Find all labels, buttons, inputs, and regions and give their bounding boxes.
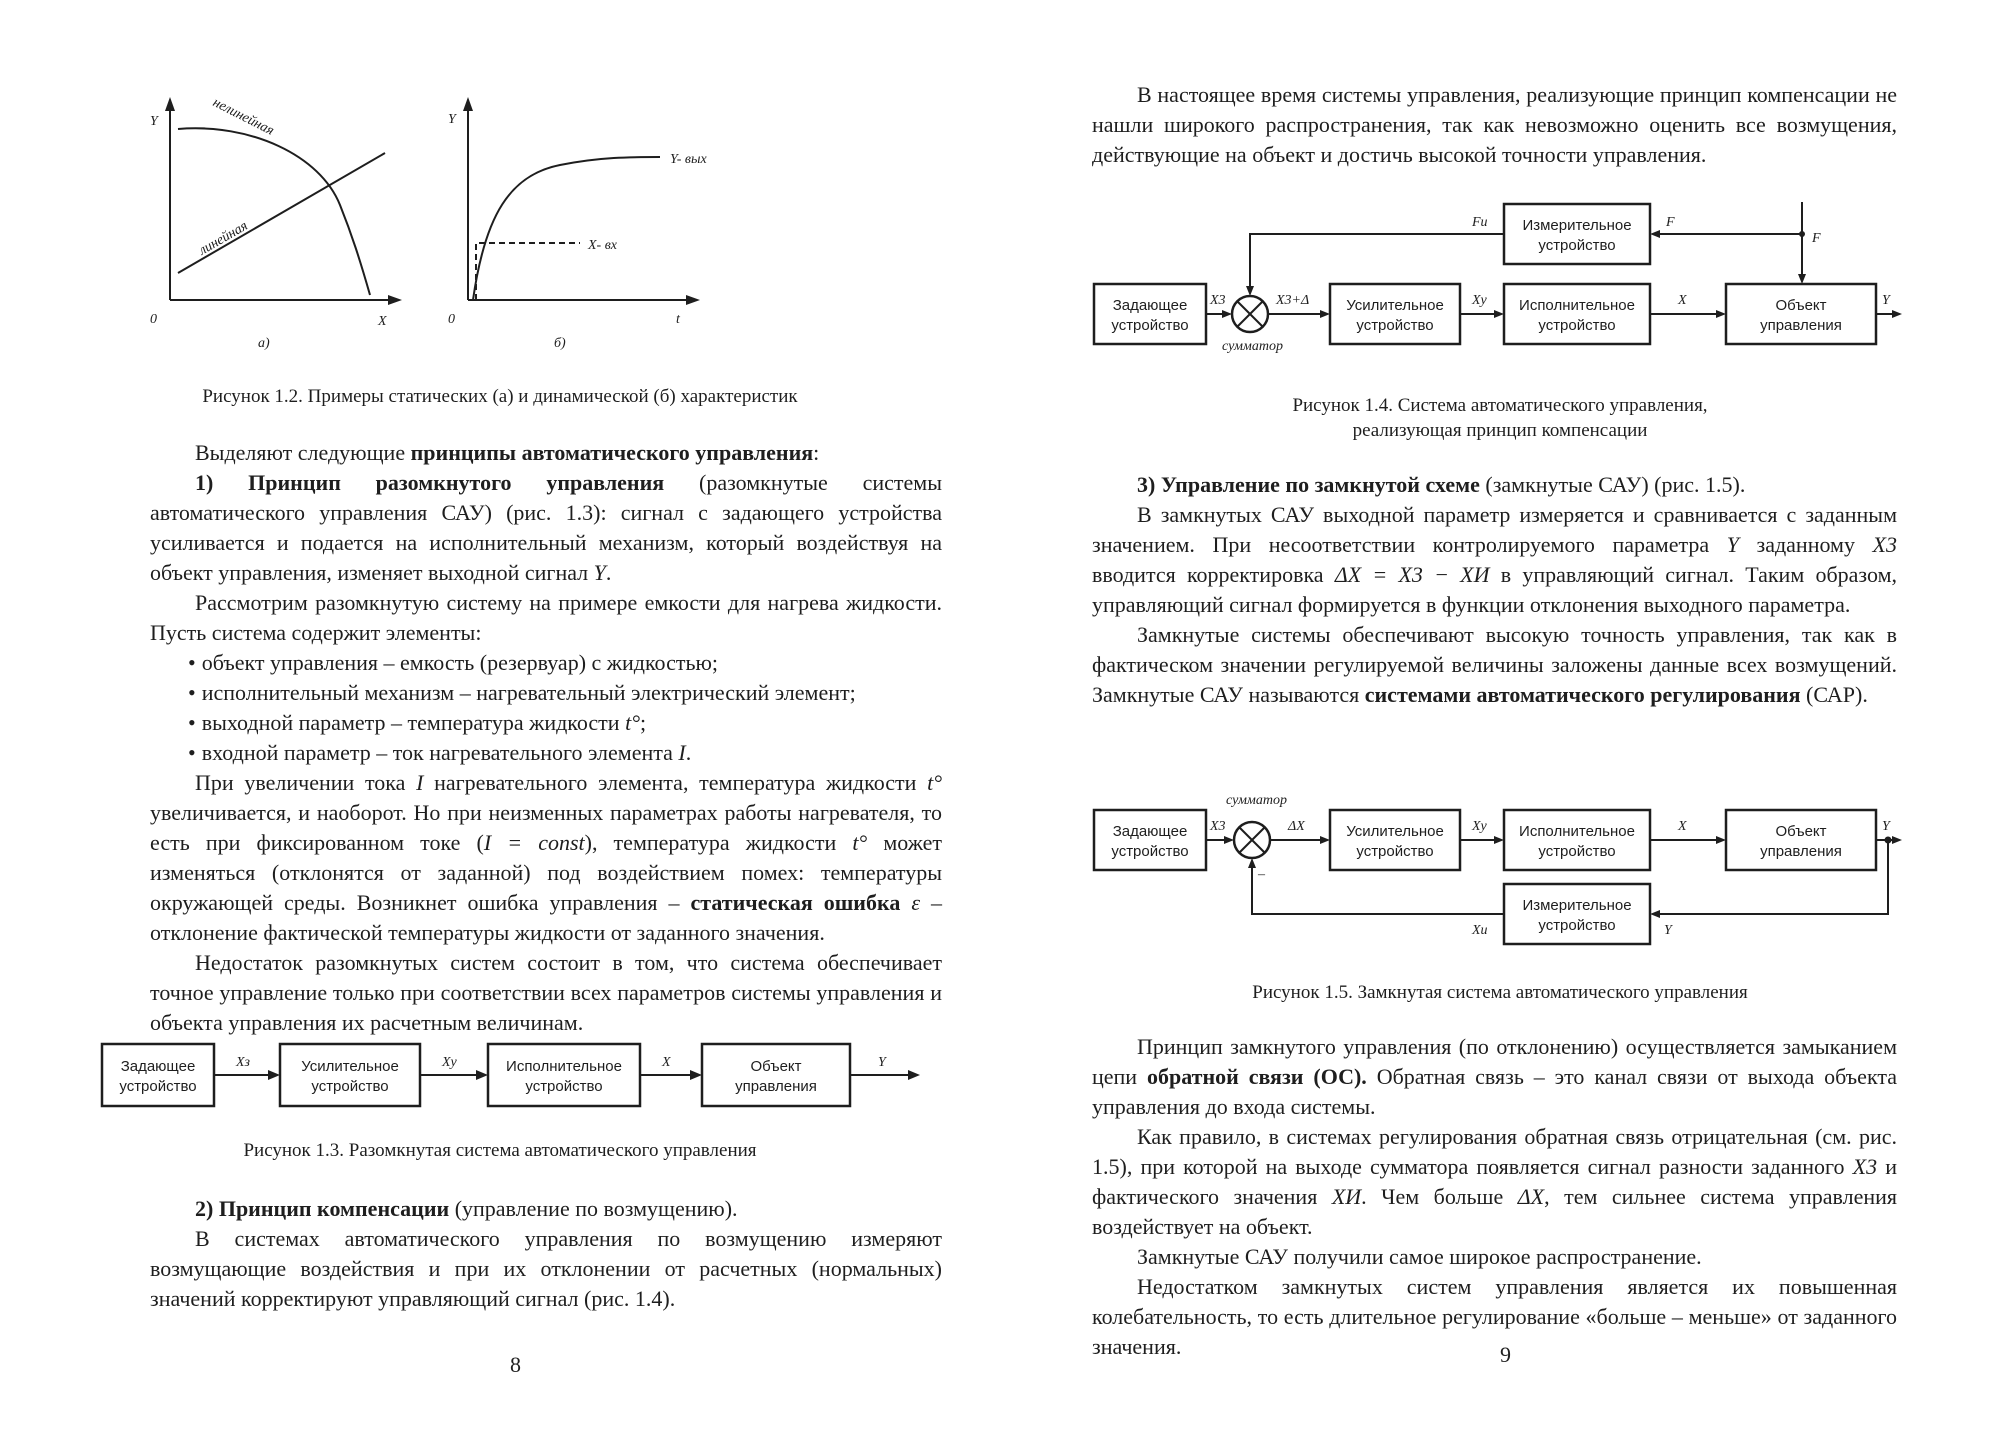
box-label: Задающее	[1112, 297, 1188, 314]
axis-label-y-b: Y	[448, 112, 456, 127]
signal-label: Xз	[236, 1055, 251, 1070]
caption-fig-1-2: Рисунок 1.2. Примеры статических (а) и динамической (б) характеристик	[202, 386, 798, 407]
feedback-paragraph	[1092, 1032, 1897, 1122]
arrow	[690, 1070, 702, 1080]
arrow	[1650, 230, 1660, 238]
box-label: устройство	[119, 1078, 197, 1095]
signal-label: Xу	[442, 1055, 457, 1070]
figure-1-2	[130, 95, 730, 365]
oscillation-paragraph: Недостатком замкнутых систем управления является их повышенная колебательность, то есть длительное регулирование «больше – меньше» от заданного значения.	[1092, 1274, 1897, 1359]
var-t: t°	[927, 770, 942, 795]
box-label: устройство	[1538, 917, 1616, 934]
feedback-line	[1250, 234, 1504, 290]
caption-fig-1-3: Рисунок 1.3. Разомкнутая система автоматического управления	[243, 1140, 757, 1161]
arrow	[476, 1070, 488, 1080]
box-label: Усилительное	[1346, 297, 1444, 314]
text-run: Обратная связь – это канал связи от выхода объекта управления до входа системы.	[1092, 1064, 1897, 1119]
var-t: t°	[852, 830, 868, 855]
input-label: X- вх	[588, 238, 618, 253]
summator-label: сумматор	[1222, 339, 1283, 354]
principle-1-paragraph	[150, 468, 942, 588]
signal-label: Xу	[1472, 819, 1487, 834]
box-amplifier	[1330, 810, 1460, 870]
page-number-left: 8	[510, 1352, 521, 1377]
origin-label-a: 0	[150, 312, 157, 327]
axis-label-t: t	[676, 312, 680, 327]
arrow	[1494, 836, 1504, 844]
box-actuator	[1504, 284, 1650, 344]
box-label: устройство	[1356, 843, 1434, 860]
arrow-x-a	[388, 295, 402, 305]
disturbance-paragraph: В системах автоматического управления по возмущению измеряют возмущающие воздействия и при их отклонении от расчетных (нормальных) значений корректируют управляющий сигнал (рис. 1.4).	[150, 1226, 942, 1311]
principle-3-heading: 3) Управление по замкнутой схеме	[1137, 472, 1480, 497]
text-run: Принцип замкнутого управления (по отклонению) осуществляется замыканием цепи	[1092, 1034, 1897, 1089]
output-label: Y- вых	[670, 152, 707, 167]
box-setpoint-device	[1094, 810, 1206, 870]
intro-end: :	[813, 440, 820, 465]
var-i: I	[416, 770, 424, 795]
text-run: . Чем больше	[1361, 1184, 1518, 1209]
caption-fig-1-4-line2: реализующая принцип компенсации	[1352, 420, 1648, 441]
signal-label: X	[1678, 819, 1687, 834]
var-t: t°	[625, 710, 640, 735]
list-item-text: объект управления – емкость (резервуар) с жидкостью;	[201, 650, 719, 675]
var-xi: XИ	[1331, 1184, 1362, 1209]
compensation-note-paragraph: В настоящее время системы управления, реализующие принцип компенсации не нашли широкого распространения, так как невозможно оценить все возмущения, действующие на объект и достичь высокой точности управления.	[1092, 82, 1897, 167]
signal-label: F	[1666, 215, 1675, 230]
graph-static	[150, 95, 402, 351]
list-item-text: входной параметр – ток нагревательного элемента	[201, 740, 679, 765]
signal-label: Y	[1664, 923, 1672, 938]
box-label: управления	[1760, 317, 1842, 334]
text-run: – отклонение фактической температуры жидкости от заданного значения.	[150, 890, 942, 945]
box-label: устройство	[1111, 843, 1189, 860]
caption-fig-1-5: Рисунок 1.5. Замкнутая система автоматического управления	[1252, 982, 1748, 1003]
graph-dynamic	[448, 97, 707, 351]
figure-1-3	[100, 1042, 930, 1122]
arrow	[1892, 836, 1902, 844]
box-amplifier	[1330, 284, 1460, 344]
box-control-object	[1726, 284, 1876, 344]
accuracy-paragraph	[1092, 620, 1897, 710]
signal-label: F	[1812, 231, 1821, 246]
box-label: Усилительное	[1346, 823, 1444, 840]
arrow	[1224, 836, 1234, 844]
text-run: в управляющий сигнал. Таким образом, управляющий сигнал формируется в функции отклонения выходного параметра.	[1092, 562, 1898, 617]
text-run: (САР).	[1800, 682, 1868, 707]
var-x3: X3	[1872, 532, 1897, 557]
var-dx: ΔX	[1517, 1184, 1545, 1209]
box-measuring-device	[1504, 204, 1650, 264]
box-label: управления	[735, 1078, 817, 1095]
box-label: Задающее	[120, 1058, 196, 1075]
box-label: устройство	[525, 1078, 603, 1095]
arrow	[268, 1070, 280, 1080]
graph-b-label: б)	[554, 336, 566, 351]
box-control-object	[1726, 810, 1876, 870]
principle-1-end: .	[605, 560, 612, 585]
text-run: и фактического значения	[1092, 1154, 1897, 1209]
box-actuator	[1504, 810, 1650, 870]
box-label: Задающее	[1112, 823, 1188, 840]
arrow	[1716, 310, 1726, 318]
example-paragraph: Рассмотрим разомкнутую систему на примере емкости для нагрева жидкости. Пусть система содержит элементы:	[150, 590, 942, 645]
current-paragraph	[150, 768, 942, 948]
sar-bold: системами автоматического регулирования	[1364, 682, 1801, 707]
box-label: Исполнительное	[506, 1058, 622, 1075]
response-curve	[473, 157, 660, 300]
box-control-object	[702, 1044, 850, 1106]
right-text-bottom	[1092, 1032, 1897, 1362]
arrow-y-b	[463, 97, 473, 111]
principle-3-paragraph	[1092, 470, 1897, 500]
box-label: устройство	[1111, 317, 1189, 334]
arrow-y-a	[165, 97, 175, 111]
box-label: Исполнительное	[1519, 297, 1635, 314]
left-text-bottom	[150, 1194, 942, 1314]
principle-2-paragraph	[150, 1194, 942, 1224]
list-item-text: исполнительный механизм – нагревательный электрический элемент;	[201, 680, 856, 705]
arrow	[1798, 274, 1806, 284]
var-i: I	[678, 740, 686, 765]
intro-paragraph	[150, 438, 942, 468]
figure-1-5	[1092, 790, 1912, 960]
input-step-line	[476, 243, 580, 300]
arrow	[908, 1070, 920, 1080]
text-run: Замкнутые системы обеспечивают высокую точность управления, так как в фактическом значении регулируемой величины заложены данные всех возмущений. Замкнутые САУ называются	[1092, 622, 1897, 707]
var-epsilon: ε	[911, 890, 920, 915]
box-label: устройство	[1538, 317, 1616, 334]
var-const: I = const	[483, 830, 585, 855]
linear-label: линейная	[196, 218, 251, 259]
list-item-end: .	[685, 740, 692, 765]
arrow	[1320, 310, 1330, 318]
signal-label: Fи	[1472, 215, 1488, 230]
negative-feedback-paragraph	[1092, 1122, 1897, 1242]
box-setpoint-device	[102, 1044, 214, 1106]
box-label: Объект	[750, 1058, 802, 1075]
static-error-bold: статическая ошибка	[690, 890, 901, 915]
signal-label: ΔX	[1288, 819, 1305, 834]
page-number-right: 9	[1500, 1342, 1511, 1367]
principle-1-heading: 1) Принцип разомкнутого управления	[195, 470, 665, 495]
arrow-x-b	[686, 295, 700, 305]
text-run: может изменяться (отклонятся от заданной) под воздействием помех: температуры окружающей среды. Возникнет ошибка управления –	[150, 830, 942, 915]
var-y: Y	[1726, 532, 1739, 557]
axis-label-x-a: X	[378, 314, 387, 329]
text-run: ), температура жидкости	[584, 830, 853, 855]
signal-label: Y	[1882, 293, 1890, 308]
box-label: устройство	[1356, 317, 1434, 334]
list-item	[170, 708, 942, 738]
box-label: управления	[1760, 843, 1842, 860]
list-item	[170, 648, 942, 678]
right-text-middle	[1092, 470, 1897, 710]
box-label: Усилительное	[301, 1058, 399, 1075]
var-y: Y	[593, 560, 606, 585]
signal-label: Xу	[1472, 293, 1487, 308]
principle-1-text: (разомкнутые системы автоматического управления САУ) (рис. 1.3): сигнал с задающего устройства усиливается и подается на исполнительный механизм, который воздействуя на объект управления, изменяет выходной сигнал	[150, 470, 942, 585]
spread-paragraph: Замкнутые САУ получили самое широкое распространение.	[1137, 1244, 1702, 1269]
elements-list	[150, 648, 942, 768]
nonlinear-curve	[178, 128, 370, 295]
arrow	[1320, 836, 1330, 844]
arrow	[1650, 910, 1660, 918]
arrow	[1248, 858, 1256, 868]
principle-2-heading: 2) Принцип компенсации	[195, 1196, 450, 1221]
left-text-top	[150, 438, 942, 1038]
closed-loop-paragraph	[1092, 500, 1897, 620]
signal-label: X	[1678, 293, 1687, 308]
axis-label-y-a: Y	[150, 114, 158, 129]
arrow	[1494, 310, 1504, 318]
signal-label: X3	[1210, 293, 1226, 308]
intro-text: Выделяют следующие	[195, 440, 411, 465]
arrow	[1892, 310, 1902, 318]
figure-1-4	[1092, 200, 1912, 360]
box-label: Измерительное	[1522, 897, 1632, 914]
signal-label: Xи	[1472, 923, 1488, 938]
text-run: заданному	[1738, 532, 1873, 557]
text-run: вводится корректировка	[1092, 562, 1335, 587]
signal-label: Y	[1882, 819, 1890, 834]
list-item-end: ;	[640, 710, 647, 735]
origin-label-b: 0	[448, 312, 455, 327]
minus-sign: –	[1258, 867, 1265, 882]
box-label: Исполнительное	[1519, 823, 1635, 840]
arrow	[1246, 286, 1254, 296]
box-label: устройство	[1538, 237, 1616, 254]
box-actuator	[488, 1044, 640, 1106]
list-item-text: выходной параметр – температура жидкости	[201, 710, 626, 735]
box-label: устройство	[1538, 843, 1616, 860]
arrow	[1222, 310, 1232, 318]
text-run: нагревательного элемента, температура жидкости	[423, 770, 928, 795]
caption-fig-1-4-line1: Рисунок 1.4. Система автоматического управления,	[1292, 395, 1708, 416]
principle-2-text: (управление по возмущению).	[449, 1196, 738, 1221]
box-label: Измерительное	[1522, 217, 1632, 234]
summator-label: сумматор	[1226, 793, 1287, 808]
text-run: увеличивается, и наоборот. Но при неизменных параметрах работы нагревателя, то есть при фиксированном токе (	[150, 800, 942, 855]
intro-bold: принципы автоматического управления	[410, 440, 814, 465]
box-label: устройство	[311, 1078, 389, 1095]
box-label: Объект	[1775, 297, 1827, 314]
var-x3: X3	[1852, 1154, 1878, 1179]
box-amplifier	[280, 1044, 420, 1106]
text-run: При увеличении тока	[195, 770, 417, 795]
box-setpoint-device	[1094, 284, 1206, 344]
principle-3-text: (замкнутые САУ) (рис. 1.5).	[1479, 472, 1746, 497]
right-text-top	[1092, 80, 1897, 170]
box-measuring-device	[1504, 884, 1650, 944]
arrow	[1716, 836, 1726, 844]
text-run: В замкнутых САУ выходной параметр измеряется и сравнивается с заданным значением. При несоответствии контролируемого параметра	[1092, 502, 1897, 557]
feedback-line	[1252, 864, 1504, 914]
graph-a-label: а)	[258, 336, 270, 351]
text-run: Как правило, в системах регулирования обратная связь отрицательная (см. рис. 1.5), при которой на выходе сумматора появляется сигнал разности заданного	[1092, 1124, 1897, 1179]
right-page	[1000, 0, 2000, 1433]
list-item	[170, 738, 942, 768]
list-item	[170, 678, 942, 708]
nonlinear-label: нелинейная	[210, 95, 277, 139]
signal-label: X	[662, 1055, 671, 1070]
signal-label: X3+Δ	[1276, 293, 1310, 308]
formula: ΔX = X3 − XИ	[1334, 562, 1490, 587]
drawback-paragraph: Недостаток разомкнутых систем состоит в том, что система обеспечивает точное управление только при соответствии всех параметров системы управления и объекта управления их расчетным величинам.	[150, 950, 942, 1035]
text-run: , тем сильнее система управления воздействует на объект.	[1092, 1184, 1897, 1239]
signal-label: X3	[1210, 819, 1226, 834]
feedback-bold: обратной связи (ОС).	[1146, 1064, 1367, 1089]
signal-label: Y	[878, 1055, 886, 1070]
box-label: Объект	[1775, 823, 1827, 840]
